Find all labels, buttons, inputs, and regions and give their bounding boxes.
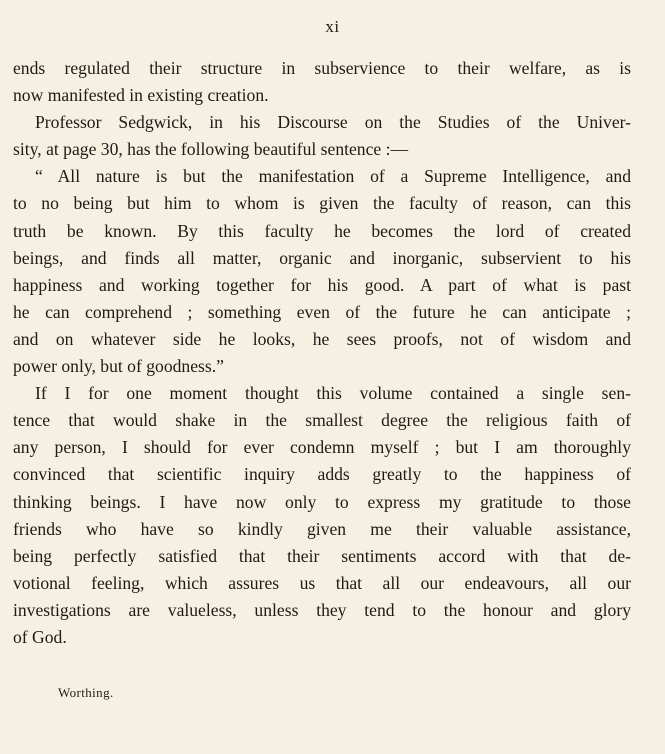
text-line: now manifested in existing creation. (13, 85, 269, 106)
text-line: thinking beings. I have now only to express my gratitude to those (13, 491, 631, 512)
text-line: tence that would shake in the smallest degree the religious faith of (13, 410, 631, 431)
text-line: being perfectly satisfied that their sentiments accord with that de- (13, 545, 631, 566)
text-line: any person, I should for ever condemn myself ; but I am thoroughly (13, 437, 631, 458)
text-line: votional feeling, which assures us that all our endeavours, all our (13, 572, 631, 593)
body-text (13, 55, 631, 651)
text-line: friends who have so kindly given me their valuable assistance, (13, 518, 631, 539)
text-line: If I for one moment thought this volume contained a single sen- (35, 383, 631, 404)
text-line: Professor Sedgwick, in his Discourse on the Studies of the Univer- (35, 112, 631, 133)
quote-line: “ All nature is but the manifestation of a Supreme Intelligence, and (35, 166, 631, 187)
text-line: ends regulated their structure in subservience to their welfare, as is (13, 58, 631, 78)
quote-line: to no being but him to whom is given the faculty of reason, can this (13, 193, 631, 214)
text-line: convinced that scientific inquiry adds greatly to the happiness of (13, 464, 631, 485)
page-number: xi (325, 17, 340, 36)
text-line: sity, at page 30, has the following beautiful sentence :— (13, 139, 409, 160)
text-line: of God. (13, 626, 67, 647)
quote-line: beings, and finds all matter, organic and inorganic, subservient to his (13, 247, 631, 268)
quote-line: happiness and working together for his good. A part of what is past (13, 274, 631, 295)
quote-line: power only, but of goodness.” (13, 356, 224, 377)
quote-line: and on whatever side he looks, he sees proofs, not of wisdom and (13, 328, 631, 349)
text-line: investigations are valueless, unless they tend to the honour and glory (13, 599, 631, 620)
quote-line: he can comprehend ; something even of the future he can anticipate ; (13, 301, 631, 322)
place-signature: Worthing. (58, 685, 114, 700)
quote-line: truth be known. By this faculty he becomes the lord of created (13, 220, 631, 241)
